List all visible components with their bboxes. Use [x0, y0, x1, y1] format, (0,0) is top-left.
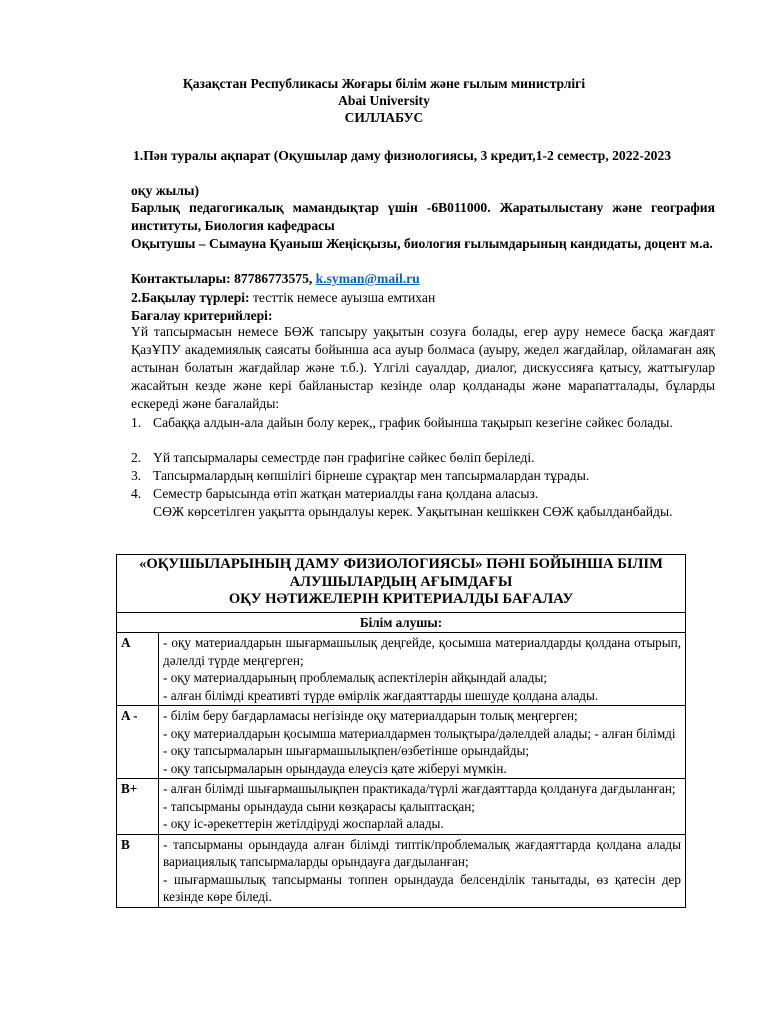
description-line: - оқу материалдарының проблемалық аспектілерін айқындай алады;: [163, 670, 547, 685]
list-item-number: 1.: [131, 415, 142, 430]
table-title-line: АЛУШЫЛАРДЫҢ АҒЫМДАҒЫ: [289, 573, 513, 590]
description-line: - оқу материалдарын шығармашылық деңгейде, қосымша материалдарды қолдана отырып, дәлелді түрде меңгерген;: [163, 635, 681, 668]
description-line: - шығармашылық тапсырманы топпен орындауда белсенділік танытады, өз қатесін дер кезінде көре біледі.: [163, 871, 681, 904]
teacher-info: Оқытушы – Сымауна Қуаныш Жеңісқызы, биология ғылымдарының кандидаты, доцент м.а.: [131, 236, 713, 251]
description-line: - тапсырманы орындауда сыни көзқарасы қалыптасқан;: [163, 798, 475, 814]
list-item-text: Семестр барысында өтіп жатқан материалды ғана қолдана аласыз.: [153, 486, 539, 501]
email-link[interactable]: k.syman@mail.ru: [315, 271, 420, 286]
table-title-row: [117, 555, 686, 613]
document-title: СИЛЛАБУС: [344, 110, 424, 125]
table-row: [117, 633, 686, 706]
grade-cell: B+: [117, 779, 159, 835]
control-value: тесттік немесе ауызша емтихан: [249, 290, 436, 305]
list-item-text: Сабаққа алдын-ала дайын болу керек,, график бойынша тақырып кезегіне сәйкес болады.: [153, 415, 673, 430]
description-line: - оқу іс-әрекеттерін жетілдіруді жоспарлай алады.: [163, 816, 444, 831]
table-row: [117, 706, 686, 779]
description-cell: [159, 706, 686, 779]
contacts-label: Контактылары: 87786773575,: [131, 271, 316, 286]
table-subheader: Білім алушы:: [117, 612, 686, 633]
grade-cell: B: [117, 834, 159, 907]
description-cell: [159, 633, 686, 706]
description-line: - білім беру бағдарламасы негізінде оқу материалдарын толық меңгерген;: [163, 708, 578, 723]
programs-info: Барлық педагогикалық мамандықтар үшін -6В011000. Жаратылыстану және география институты, Биология кафедрасы: [131, 200, 715, 233]
description-line: - оқу тапсырмаларын шығармашылықпен/өзбетінше орындайды;: [163, 743, 530, 758]
table-subheader-row: [117, 612, 686, 633]
grade-cell: A: [117, 633, 159, 706]
control-types: [131, 289, 715, 307]
grade-cell: A -: [117, 706, 159, 779]
list-item-text: Тапсырмалардың көпшілігі бірнеше сұрақтар мен тапсырмалардан тұрады.: [153, 468, 590, 483]
control-label: 2.Бақылау түрлері:: [131, 290, 250, 305]
description-line: - тапсырманы орындауда алған білімді типтік/проблемалық жағдаяттарда қолдана алады вариациялық тапсырмаларды орындауға дағдыланған;: [163, 836, 681, 869]
description-line: - оқу материалдарын қосымша материалдармен толықтыра/дәлелдей алады; - алған білімді: [163, 725, 676, 741]
list-item-number: 2.: [131, 450, 142, 465]
ministry-title: Қазақстан Республикасы Жоғары білім және ғылым министрлігі: [182, 76, 586, 91]
list-item-number: 3.: [131, 468, 142, 483]
description-cell: [159, 779, 686, 835]
contacts-line: [131, 270, 715, 288]
course-info-heading: 1.Пән туралы ақпарат (Оқушылар даму физиологиясы, 3 кредит,1-2 семестр, 2022-2023: [133, 148, 672, 163]
assessment-criteria-table: [116, 554, 686, 908]
criteria-heading: Бағалау критерийлері:: [131, 308, 273, 323]
table-title: [117, 555, 686, 613]
list-item-number: 4.: [131, 486, 142, 501]
criteria-paragraph: Үй тапсырмасын немесе БӨЖ тапсыру уақытын созуға болады, егер ауру немесе басқа жағдаят ҚазҰПУ академиялық саясаты бойынша аса ауыр болмаса (ауыру, жедел жағдайлар, ойламаған аяқ астынан болатын жағдайлар және т.б.). Үлгілі сауалдар, диалог, дискуссияға қатысу, жаттығулар жасайтын кезде және кері байланыстар кезінде олар қолданады және марапатталады, бұларды ескереді және бағалайды:: [131, 324, 715, 411]
description-line: - алған білімді креативті түрде өмірлік жағдаяттарды шешуде қолдана алады.: [163, 687, 599, 703]
description-line: - алған білімді шығармашылықпен практикада/түрлі жағдаяттарда қолдануға дағдыланған;: [163, 781, 676, 796]
table-row: [117, 834, 686, 907]
academic-year: оқу жылы): [131, 183, 200, 198]
table-row: [117, 779, 686, 835]
description-line: - оқу тапсырмаларын орындауда елеусіз қате жіберуі мүмкін.: [163, 760, 507, 776]
table-title-line: «ОҚУШЫЛАРЫНЫҢ ДАМУ ФИЗИОЛОГИЯСЫ» ПӘНІ БОЙЫНША БІЛІМ: [139, 556, 663, 572]
list-item-text: Үй тапсырмалары семестрде пән графигіне сәйкес бөліп беріледі.: [153, 450, 535, 465]
table-title-line: ОҚУ НӘТИЖЕЛЕРІН КРИТЕРИАЛДЫ БАҒАЛАУ: [228, 591, 574, 607]
description-cell: [159, 834, 686, 907]
university-name: Abai University: [338, 93, 430, 108]
submission-note: СӨЖ көрсетілген уақытта орындалуы керек. Уақытынан кешіккен СӨЖ қабылданбайды.: [153, 504, 673, 519]
